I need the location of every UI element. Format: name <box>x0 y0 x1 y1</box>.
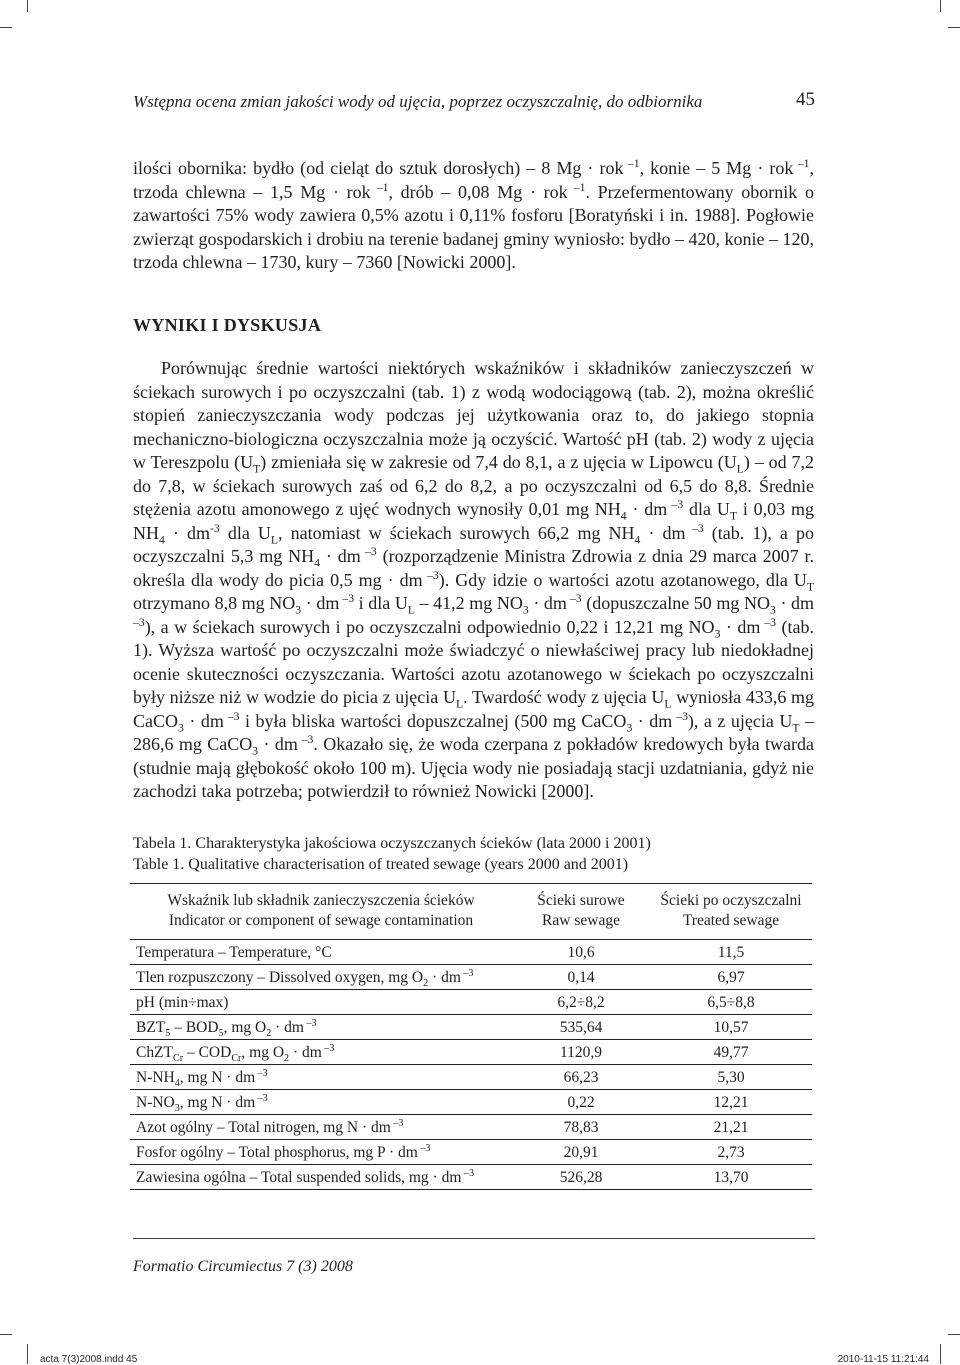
table-row <box>130 1065 812 1090</box>
cell-treated-value: 2,73 <box>650 1140 812 1165</box>
table-header-treated <box>650 884 812 940</box>
cell-indicator: $BZT_5 - BOD_5$, mg $O_2$ · dm $^{-3}$ <box>130 1015 512 1040</box>
cell-raw-value: 20,91 <box>512 1140 650 1165</box>
cell-indicator: Fosfor ogólny – Total phosphorus, mg P · dm $^{-3}$ <box>130 1140 512 1165</box>
crop-mark <box>27 1344 28 1364</box>
intro-paragraph: ilości obornika: bydło (od cieląt do sztuk dorosłych) – 8 Mg · rok $^{-1}$, konie – 5 Mg · rok $^{-1}$, trzoda chlewna – 1,5 Mg · rok $^{-1}$, drób – 0,08 Mg · rok $^{-1}$. Przefermentowany obornik o zawartości 75% wody zawiera 0,5% azotu i 0,11% fosforu [Boratyński i in. 1988]. Pogłowie zwierząt gospodarskich i drobiu na terenie badanej gminy wyniosło: bydło – 420, konie – 120, trzoda chlewna – 1730, kury – 7360 [Nowicki 2000]. <box>133 157 815 272</box>
running-head-title: Wstępna ocena zmian jakości wody od ujęcia, poprzez oczyszczalnię, do odbiornika <box>133 92 703 111</box>
cell-treated-value: 12,21 <box>650 1090 812 1115</box>
cell-indicator: Azot ogólny – Total nitrogen, mg N · dm $^{-3}$ <box>130 1115 512 1140</box>
table-row <box>130 940 812 965</box>
cell-raw-value: 0,22 <box>512 1090 650 1115</box>
page-number: 45 <box>796 89 815 110</box>
crop-mark <box>0 27 12 28</box>
cell-raw-value: 10,6 <box>512 940 650 965</box>
table-row <box>130 990 812 1015</box>
cell-indicator: Temperatura – Temperature, °C <box>130 940 512 965</box>
cell-treated-value: 13,70 <box>650 1165 812 1190</box>
cell-indicator: $N-NH_4$, mg N · dm $^{-3}$ <box>130 1065 512 1090</box>
data-table <box>130 883 812 1190</box>
table-row <box>130 1165 812 1190</box>
table-row <box>130 1140 812 1165</box>
slug-file: acta 7(3)2008.indd 45 <box>40 1354 138 1365</box>
cell-raw-value: 1120,9 <box>512 1040 650 1065</box>
cell-raw-value: 526,28 <box>512 1165 650 1190</box>
cell-treated-value: 5,30 <box>650 1065 812 1090</box>
table-row <box>130 1040 812 1065</box>
cell-indicator: ChZT$_{Cr}$ – $COD_{Cr}$, mg $O_2$ · dm $^{-3}$ <box>130 1040 512 1065</box>
table-row <box>130 1115 812 1140</box>
header-pl: Ścieki po oczyszczalni <box>660 892 802 909</box>
crop-mark <box>940 0 941 12</box>
slug-datetime: 2010-11-15 11:21:44 <box>837 1354 929 1365</box>
header-en: Treated sewage <box>682 912 780 929</box>
cell-indicator: pH (min÷max) <box>130 990 512 1015</box>
running-head <box>133 89 815 118</box>
crop-mark <box>940 1344 941 1364</box>
crop-mark <box>0 1334 12 1335</box>
footer-journal: Formatio Circumiectus 7 (3) 2008 <box>133 1258 353 1275</box>
cell-treated-value: 11,5 <box>650 940 812 965</box>
header-en: Raw sewage <box>542 912 620 929</box>
table-row <box>130 1015 812 1040</box>
table-caption-pl: Tabela 1. Charakterystyka jakościowa oczyszczanych ścieków (lata 2000 i 2001) <box>133 835 651 852</box>
cell-raw-value: 78,83 <box>512 1115 650 1140</box>
cell-treated-value: 6,5÷8,8 <box>650 990 812 1015</box>
cell-raw-value: 6,2÷8,2 <box>512 990 650 1015</box>
header-pl: Ścieki surowe <box>537 892 625 909</box>
header-pl: Wskaźnik lub składnik zanieczyszczenia ścieków <box>167 892 475 909</box>
header-en: Indicator or component of sewage contamination <box>168 912 474 929</box>
cell-treated-value: 6,97 <box>650 965 812 990</box>
section-heading: WYNIKI I DYSKUSJA <box>133 315 322 335</box>
cell-treated-value: 10,57 <box>650 1015 812 1040</box>
table-header-row <box>130 884 812 940</box>
table-caption-en: Table 1. Qualitative characterisation of treated sewage (years 2000 and 2001) <box>133 856 629 873</box>
table-header-indicator <box>130 884 512 940</box>
cell-treated-value: 49,77 <box>650 1040 812 1065</box>
cell-raw-value: 535,64 <box>512 1015 650 1040</box>
cell-raw-value: 0,14 <box>512 965 650 990</box>
cell-indicator: $N-NO_3$, mg N · dm $^{-3}$ <box>130 1090 512 1115</box>
table-body <box>130 940 812 1190</box>
table-row <box>130 1090 812 1115</box>
footer-rule <box>133 1238 815 1239</box>
table-row <box>130 965 812 990</box>
cell-raw-value: 66,23 <box>512 1065 650 1090</box>
crop-mark <box>27 0 28 12</box>
cell-treated-value: 21,21 <box>650 1115 812 1140</box>
cell-indicator: Tlen rozpuszczony – Dissolved oxygen, mg $O_2$ · dm $^{-3}$ <box>130 965 512 990</box>
crop-mark <box>948 1334 960 1335</box>
crop-mark <box>948 27 960 28</box>
cell-indicator: Zawiesina ogólna – Total suspended solids, mg · dm $^{-3}$ <box>130 1165 512 1190</box>
table-header-raw <box>512 884 650 940</box>
results-paragraph: Porównując średnie wartości niektórych wskaźników i składników zanieczyszczeń w ściekach surowych i po oczyszczalni (tab. 1) z wodą wodociągową (tab. 2), można określić stopień zanieczyszczania wody podczas jej użytkowania oraz to, do jakiego stopnia mechaniczno-biologiczna oczyszczalnia może ją oczyścić. Wartość pH (tab. 2) wody z ujęcia w Tereszpolu $(U_T)$ zmieniała się w zakresie od 7,4 do 8,1, a z ujęcia w Lipowcu $(U_L)$ – od 7,2 do 7,8, w ściekach surowych zaś od 6,2 do 8,2, a po oczyszczalni od 6,5 do 8,8. Średnie stężenia azotu amonowego z ujęć wodnych wynosiły 0,01 mg $NH_4$ · dm $^{-3}$ dla $U_T$ i 0,03 mg $NH_4 \cdot dm^{-3}$ dla $U_L$, natomiast w ściekach surowych 66,2 mg $NH_4$ · dm $^{-3}$ (tab. 1), a po oczyszczalni 5,3 mg $NH_4$ · dm $^{-3}$ (rozporządzenie Ministra Zdrowia z dnia 29 marca 2007 r. określa dla wody do picia 0,5 mg · dm $^{-3}$). Gdy idzie o wartości azotu azotanowego, dla $U_T$ otrzymano 8,8 mg $NO_3$ · dm $^{-3}$ i dla $U_L - 41,2$ mg $NO_3$ · dm $^{-3}$ (dopuszczalne 50 mg $NO_3$ · dm $^{-3}$), a w ściekach surowych i po oczyszczalni odpowiednio 0,22 i 12,21 mg $NO_3$ · dm $^{-3}$ (tab. 1). Wyższa wartość po oczyszczalni może świadczyć o niewłaściwej pracy lub niedokładnej ocenie skuteczności oczyszczania. Wartości azotu azotanowego w ściekach po oczyszczalni były niższe niż w wodzie do picia z ujęcia $U_L$. Twardość wody z ujęcia $U_L$ wyniosła 433,6 mg CaCO$_3$ · dm $^{-3}$ i była bliska wartości dopuszczalnej (500 mg CaCO$_3$ · dm $^{-3}$), a z ujęcia $U_T - 286,6$ mg CaCO$_3$ · dm $^{-3}$. Okazało się, że woda czerpana z pokładów kredowych była twarda (studnie mają głębokość około 100 m). Ujęcia wody nie posiadają stacji uzdatniania, gdyż nie zachodzi taka potrzeba; potwierdził to również Nowicki [2000]. <box>133 358 815 801</box>
